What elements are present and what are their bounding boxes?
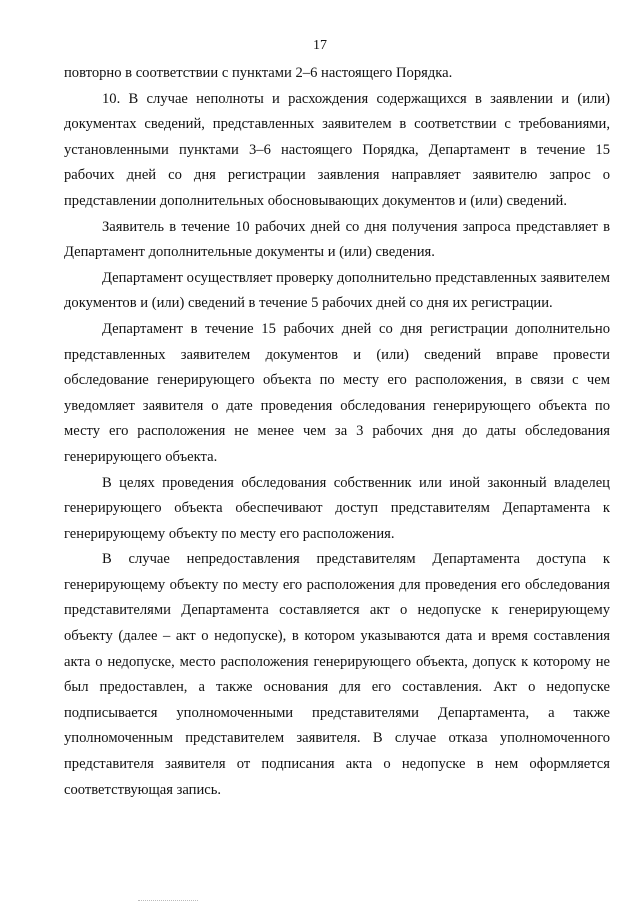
page-number: 17 bbox=[313, 38, 327, 53]
paragraph-department-check: Департамент осуществляет проверку дополнительно представленных заявителем документов и (или) сведений в течение 5 рабочих дней со дня их регистрации. bbox=[64, 269, 610, 312]
document-body bbox=[64, 61, 610, 803]
paragraph-applicant-submission: Заявитель в течение 10 рабочих дней со дня получения запроса представляет в Департамент дополнительные документы и (или) сведения. bbox=[64, 218, 610, 261]
paragraph-continuation: повторно в соответствии с пунктами 2–6 настоящего Порядка. bbox=[64, 65, 453, 81]
paragraph-non-admission-act: В случае непредоставления представителям Департамента доступа к генерирующему объекту по месту его расположения для проведения его обследования представителями Департамента составляется акт о недопуске к генерирующему объекту (далее – акт о недопуске), в котором указываются дата и время составления акта о недопуске, место расположения генерирующего объекта, допуск к которому не был предоставлен, а также основания для его составления. Акт о недопуске подписывается уполномоченными представителями Департамента, а также уполномоченным представителем заявителя. В случае отказа уполномоченного представителя заявителя от подписания акта о недопуске в нем оформляется соответствующая запись. bbox=[64, 551, 610, 798]
paragraph-item-10: 10. В случае неполноты и расхождения содержащихся в заявлении и (или) документах сведений, представленных заявителем в соответствии с требованиями, установленными пунктами 3–6 настоящего Порядка, Департамент в течение 15 рабочих дней со дня регистрации заявления направляет заявителю запрос о представлении дополнительных обосновывающих документов и (или) сведений. bbox=[64, 90, 610, 209]
scan-artifact bbox=[138, 897, 198, 901]
paragraph-inspection: Департамент в течение 15 рабочих дней со дня регистрации дополнительно представленных заявителем документов и (или) сведений вправе провести обследование генерирующего объекта по месту его расположения, в связи с чем уведомляет заявителя о дате проведения обследования генерирующего объекта по месту его расположения не менее чем за 3 рабочих дня до даты обследования генерирующего объекта. bbox=[64, 320, 610, 465]
paragraph-access: В целях проведения обследования собственник или иной законный владелец генерирующего объекта обеспечивают доступ представителям Департамента к генерирующему объекту по месту его расположения. bbox=[64, 474, 610, 542]
